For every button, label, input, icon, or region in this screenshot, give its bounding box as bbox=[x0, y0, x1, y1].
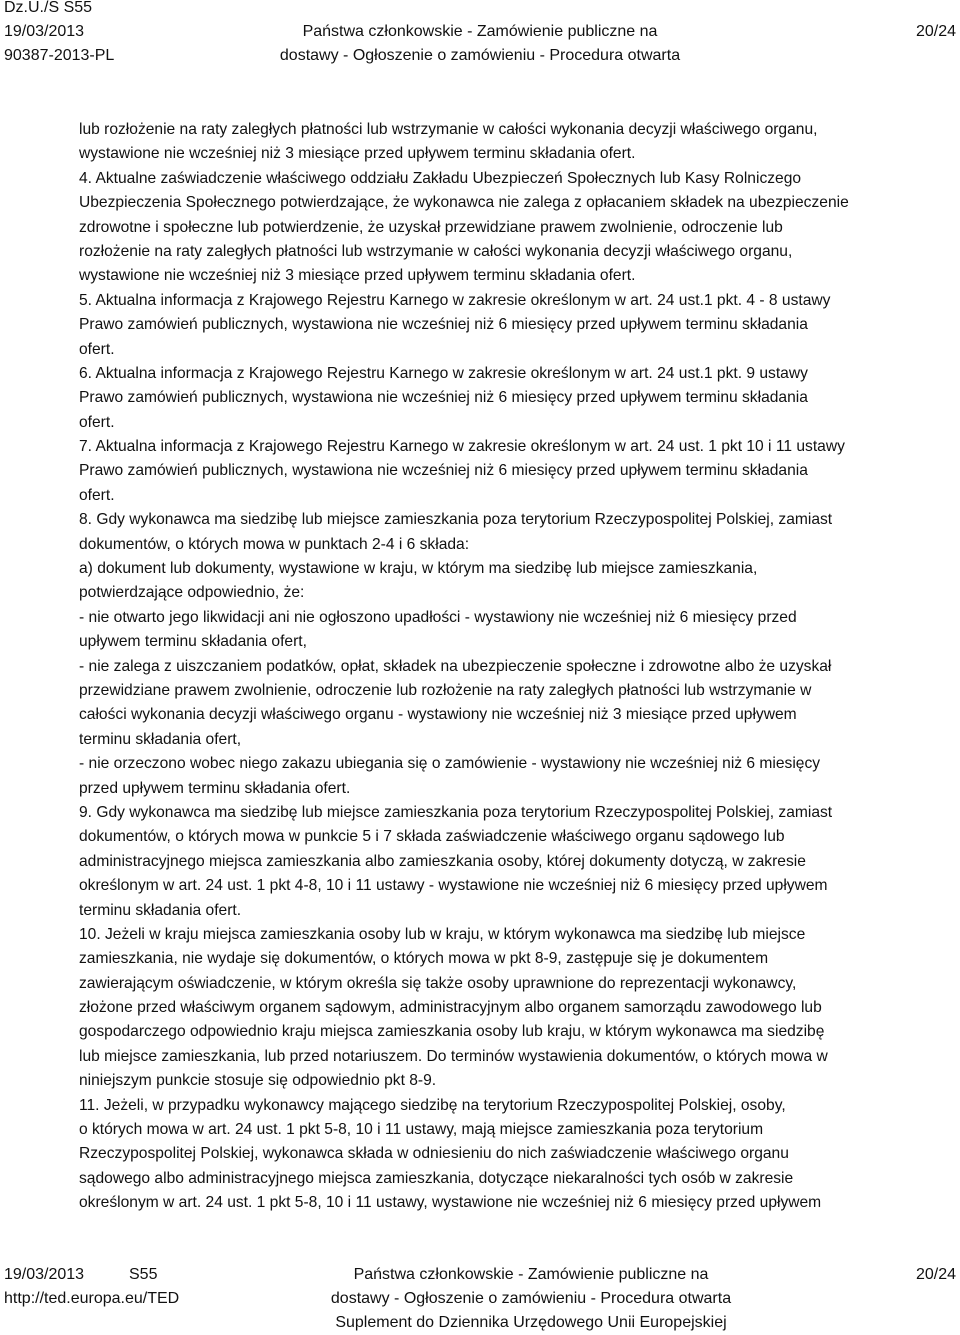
text-line: dokumentów, o których mowa w punktach 2-4 i 6 składa: bbox=[79, 535, 470, 553]
text-line: administracyjnego miejsca zamieszkania albo zamieszkania osoby, której dokumenty dotyczą, w zakresie bbox=[79, 852, 806, 870]
text-line: a) dokument lub dokumenty, wystawione w kraju, w którym ma siedzibę lub miejsce zamieszkania, bbox=[79, 560, 758, 578]
text-line: 9. Gdy wykonawca ma siedzibę lub miejsce zamieszkania poza terytorium Rzeczypospolitej Polskiej, zamiast bbox=[79, 803, 833, 821]
text-line: gospodarczego odpowiednio kraju miejsca zamieszkania osoby lub kraju, w którym wykonawca ma siedzibę bbox=[79, 1023, 825, 1041]
text-line: Prawo zamówień publicznych, wystawiona nie wcześniej niż 6 miesięcy przed upływem terminu składania bbox=[79, 462, 808, 480]
header-page-number: 20/24 bbox=[915, 23, 956, 40]
text-line: określonym w art. 24 ust. 1 pkt 4-8, 10 i 11 ustawy - wystawione nie wcześniej niż 6 miesięcy przed upływem bbox=[79, 877, 828, 895]
text-line: zamieszkania, nie wydaje się dokumentów, o których mowa w pkt 8-9, zastępuje się je dokumentem bbox=[79, 950, 769, 968]
footer-page-number: 20/24 bbox=[915, 1266, 956, 1283]
text-line: przewidziane prawem zwolnienie, odroczenie lub rozłożenie na raty zaległych płatności lub wstrzymanie w bbox=[79, 681, 812, 699]
notice-body-text bbox=[79, 118, 955, 1216]
footer-date: 19/03/2013 bbox=[4, 1266, 85, 1283]
text-line: terminu składania ofert, bbox=[79, 730, 242, 748]
text-line: wystawione nie wcześniej niż 3 miesiące przed upływem terminu składania ofert. bbox=[79, 145, 636, 163]
footer-series: S55 bbox=[129, 1266, 158, 1283]
footer-title-line-3: Suplement do Dziennika Urzędowego Unii Europejskiej bbox=[335, 1314, 727, 1331]
text-line: lub rozłożenie na raty zaległych płatności lub wstrzymanie w całości wykonania decyzji właściwego organu, bbox=[79, 121, 818, 138]
text-line: potwierdzające odpowiednio, że: bbox=[79, 584, 305, 602]
footer-title-line-2: dostawy - Ogłoszenie o zamówieniu - Procedura otwarta bbox=[330, 1290, 732, 1307]
text-line: sądowego albo administracyjnego miejsca zamieszkania, dotyczące niekaralności tych osób w zakresie bbox=[79, 1169, 794, 1187]
text-line: Ubezpieczenia Społecznego potwierdzające, że wykonawca nie zalega z opłacaniem składek na ubezpieczenie bbox=[79, 194, 849, 212]
text-line: 6. Aktualna informacja z Krajowego Rejestru Karnego w zakresie określonym w art. 24 ust.1 pkt. 9 ustawy bbox=[79, 364, 808, 382]
header-title-line-1: Państwa członkowskie - Zamówienie publiczne na bbox=[302, 23, 658, 40]
text-line: 5. Aktualna informacja z Krajowego Rejestru Karnego w zakresie określonym w art. 24 ust.1 pkt. 4 - 8 ustawy bbox=[79, 291, 831, 309]
text-line: terminu składania ofert. bbox=[79, 901, 242, 919]
text-line: o których mowa w art. 24 ust. 1 pkt 5-8, 10 i 11 ustawy, mają miejsce zamieszkania poza terytorium bbox=[79, 1121, 764, 1139]
notice-id: 90387-2013-PL bbox=[4, 47, 115, 64]
text-line: - nie zalega z uiszczaniem podatków, opłat, składek na ubezpieczenie społeczne i zdrowotne albo że uzyskał bbox=[79, 657, 832, 675]
text-line: zdrowotne i społeczne lub potwierdzenie, że uzyskał przewidziane prawem zwolnienie, odroczenie lub bbox=[79, 218, 783, 236]
text-line: lub miejsce zamieszkania, lub przed notariuszem. Do terminów wystawienia dokumentów, o których mowa w bbox=[79, 1047, 828, 1065]
text-line: - nie orzeczono wobec niego zakazu ubiegania się o zamówienie - wystawiony nie wcześniej niż 6 miesięcy bbox=[79, 755, 821, 773]
text-line: 10. Jeżeli w kraju miejsca zamieszkania osoby lub w kraju, w którym wykonawca ma siedzibę lub miejsce bbox=[79, 925, 806, 943]
text-line: całości wykonania decyzji właściwego organu - wystawiony nie wcześniej niż 3 miesiące przed upływem bbox=[79, 706, 797, 724]
text-line: zawierającym oświadczenie, w którym określa się także osoby uprawnione do reprezentacji wykonawcy, bbox=[79, 974, 797, 992]
text-line: Prawo zamówień publicznych, wystawiona nie wcześniej niż 6 miesięcy przed upływem terminu składania bbox=[79, 389, 808, 407]
text-line: przed upływem terminu składania ofert. bbox=[79, 779, 351, 797]
text-line: ofert. bbox=[79, 413, 115, 431]
text-line: dokumentów, o których mowa w punkcie 5 i 7 składa zaświadczenie właściwego organu sądowego lub bbox=[79, 828, 785, 846]
text-line: 11. Jeżeli, w przypadku wykonawcy mającego siedzibę na terytorium Rzeczypospolitej Polskiej, osoby, bbox=[79, 1096, 786, 1114]
header-date: 19/03/2013 bbox=[4, 23, 85, 40]
text-line: złożone przed właściwym organem sądowym, administracyjnym albo organem samorządu zawodowego lub bbox=[79, 999, 822, 1017]
text-line: niniejszym punkcie stosuje się odpowiednio pkt 8-9. bbox=[79, 1072, 437, 1090]
text-line: ofert. bbox=[79, 486, 115, 504]
text-line: określonym w art. 24 ust. 1 pkt 5-8, 10 i 11 ustawy, wystawione nie wcześniej niż 6 miesięcy przed upływem bbox=[79, 1194, 822, 1212]
footer-url[interactable]: http://ted.europa.eu/TED bbox=[4, 1290, 180, 1307]
text-line: 8. Gdy wykonawca ma siedzibę lub miejsce zamieszkania poza terytorium Rzeczypospolitej Polskiej, zamiast bbox=[79, 511, 833, 529]
journal-reference: Dz.U./S S55 bbox=[4, 0, 93, 16]
text-line: ofert. bbox=[79, 340, 115, 358]
text-line: 4. Aktualne zaświadczenie właściwego oddziału Zakładu Ubezpieczeń Społecznych lub Kasy Rolniczego bbox=[79, 169, 802, 187]
text-line: - nie otwarto jego likwidacji ani nie ogłoszono upadłości - wystawiony nie wcześniej niż 6 miesięcy przed bbox=[79, 608, 797, 626]
text-line: wystawione nie wcześniej niż 3 miesiące przed upływem terminu składania ofert. bbox=[79, 267, 636, 285]
text-line: rozłożenie na raty zaległych płatności lub wstrzymanie w całości wykonania decyzji właściwego organu, bbox=[79, 242, 793, 260]
text-line: 7. Aktualna informacja z Krajowego Rejestru Karnego w zakresie określonym w art. 24 ust. 1 pkt 10 i 11 ustawy bbox=[79, 438, 845, 456]
text-line: upływem terminu składania ofert, bbox=[79, 633, 307, 651]
header-title-line-2: dostawy - Ogłoszenie o zamówieniu - Procedura otwarta bbox=[279, 47, 681, 64]
text-line: Prawo zamówień publicznych, wystawiona nie wcześniej niż 6 miesięcy przed upływem terminu składania bbox=[79, 316, 808, 334]
text-line: Rzeczypospolitej Polskiej, wykonawca składa w odniesieniu do nich zaświadczenie właściwego organu bbox=[79, 1145, 789, 1163]
footer-title-line-1: Państwa członkowskie - Zamówienie publiczne na bbox=[353, 1266, 709, 1283]
